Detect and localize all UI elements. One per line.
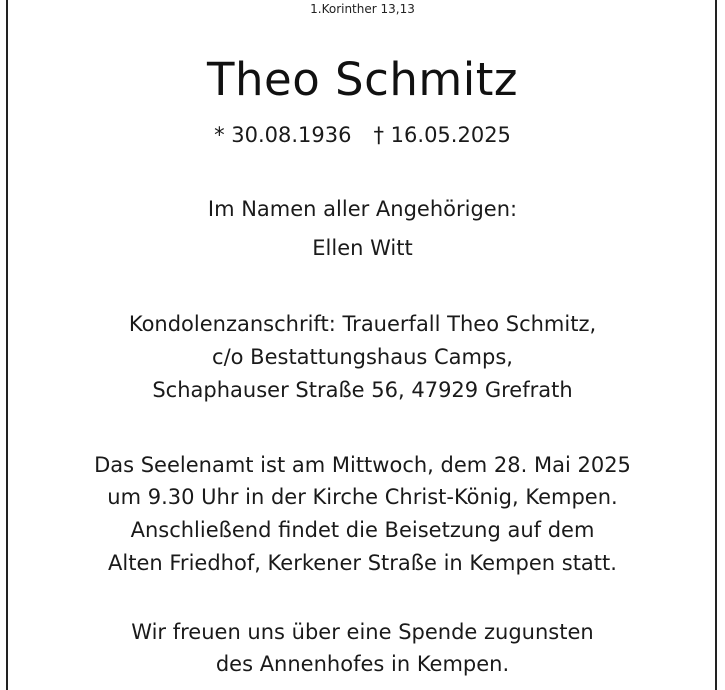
birth-date: * 30.08.1936 — [214, 123, 352, 147]
death-date: † 16.05.2025 — [373, 123, 511, 147]
service-line: Anschließend findet die Beisetzung auf dem — [130, 518, 595, 542]
address-line: c/o Bestattungshaus Camps, — [212, 345, 513, 369]
address-line: Kondolenzanschrift: Trauerfall Theo Schmitz, — [128, 312, 597, 336]
address-line: Schaphauser Straße 56, 47929 Grefrath — [152, 378, 573, 402]
donation-line: des Annenhofes in Kempen. — [215, 652, 510, 676]
family-name: Ellen Witt — [312, 236, 413, 260]
service-line: um 9.30 Uhr in der Kirche Christ-König, Kempen. — [107, 485, 618, 509]
service-line: Das Seelenamt ist am Mittwoch, dem 28. Mai 2025 — [94, 453, 631, 477]
family-intro: Im Namen aller Angehörigen: — [207, 197, 518, 221]
bible-verse-reference: 1.Korinther 13,13 — [310, 2, 415, 16]
deceased-name: Theo Schmitz — [207, 53, 518, 106]
life-dates — [0, 123, 725, 147]
donation-line: Wir freuen uns über eine Spende zugunsten — [131, 620, 594, 644]
service-line: Alten Friedhof, Kerkener Straße in Kempen statt. — [108, 551, 617, 575]
